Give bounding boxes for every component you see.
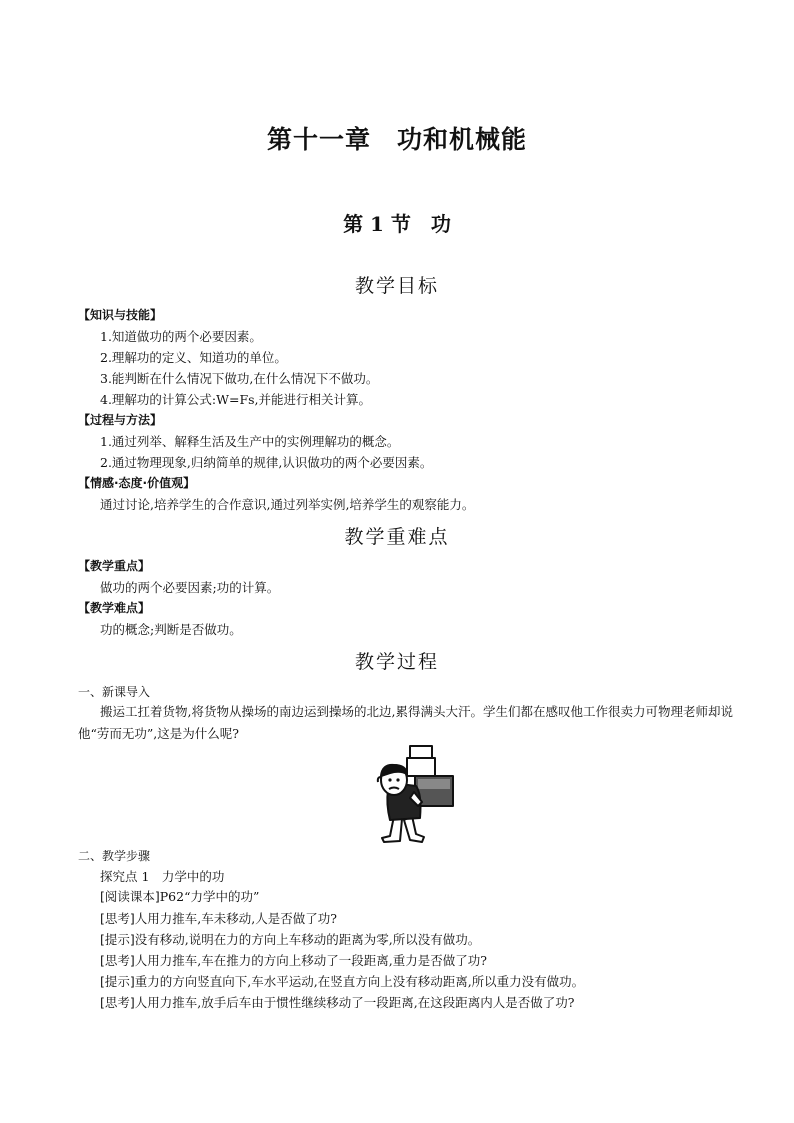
section-title: 第 1 节 功 bbox=[343, 212, 451, 236]
goals-heading: 教学目标 bbox=[354, 275, 439, 297]
keypoints-heading: 教学重难点 bbox=[344, 526, 450, 548]
process-label: 【过程与方法】 bbox=[78, 413, 163, 427]
step-tag: [提示] bbox=[100, 932, 135, 947]
intro-text: 搬运工扛着货物,将货物从操场的南边运到操场的北边,累得满头大汗。学生们都在感叹他工作很卖力可物理老师却说他“劳而无功”,这是为什么呢? bbox=[78, 704, 733, 741]
step-tag: [思考] bbox=[100, 995, 135, 1010]
step-line bbox=[100, 993, 574, 1011]
difficulty-text: 功的概念;判断是否做功。 bbox=[100, 622, 242, 637]
knowledge-item: 2.理解功的定义、知道功的单位。 bbox=[100, 350, 287, 365]
step-text: 人用力推车,放手后车由于惯性继续移动了一段距离,在这段距离内人是否做了功? bbox=[134, 995, 575, 1010]
porter-illustration bbox=[360, 744, 460, 844]
explore-title: 探究点 1 力学中的功 bbox=[100, 869, 225, 884]
step-line bbox=[100, 972, 584, 990]
focus-label: 【教学重点】 bbox=[78, 559, 151, 573]
step-text: P62“力学中的功” bbox=[159, 889, 260, 904]
step-tag: [提示] bbox=[100, 974, 135, 989]
step-line bbox=[100, 930, 480, 948]
knowledge-item: 4.理解功的计算公式:W=Fs,并能进行相关计算。 bbox=[100, 392, 372, 407]
focus-text: 做功的两个必要因素;功的计算。 bbox=[100, 580, 280, 595]
intro-label: 一、新课导入 bbox=[78, 685, 151, 699]
knowledge-label: 【知识与技能】 bbox=[78, 308, 163, 322]
step-text: 没有移动,说明在力的方向上车移动的距离为零,所以没有做功。 bbox=[134, 932, 481, 947]
step-text: 人用力推车,车未移动,人是否做了功? bbox=[134, 911, 337, 926]
process-item: 2.通过物理现象,归纳简单的规律,认识做功的两个必要因素。 bbox=[100, 455, 433, 470]
step-text: 重力的方向竖直向下,车水平运动,在竖直方向上没有移动距离,所以重力没有做功。 bbox=[134, 974, 585, 989]
steps-label: 二、教学步骤 bbox=[78, 849, 151, 863]
knowledge-item: 3.能判断在什么情况下做功,在什么情况下不做功。 bbox=[100, 371, 379, 386]
step-tag: [思考] bbox=[100, 911, 135, 926]
process-heading: 教学过程 bbox=[354, 651, 439, 673]
step-tag: [阅读课本] bbox=[100, 889, 160, 904]
emotion-label: 【情感·态度·价值观】 bbox=[78, 476, 196, 490]
difficulty-label: 【教学难点】 bbox=[78, 601, 151, 615]
process-item: 1.通过列举、解释生活及生产中的实例理解功的概念。 bbox=[100, 434, 400, 449]
step-text: 人用力推车,车在推力的方向上移动了一段距离,重力是否做了功? bbox=[134, 953, 487, 968]
step-line bbox=[100, 951, 487, 969]
step-tag: [思考] bbox=[100, 953, 135, 968]
knowledge-item: 1.知道做功的两个必要因素。 bbox=[100, 329, 262, 344]
emotion-text: 通过讨论,培养学生的合作意识,通过列举实例,培养学生的观察能力。 bbox=[100, 497, 475, 512]
chapter-title: 第十一章 功和机械能 bbox=[266, 125, 527, 154]
step-line bbox=[100, 909, 337, 927]
step-line bbox=[100, 887, 259, 905]
